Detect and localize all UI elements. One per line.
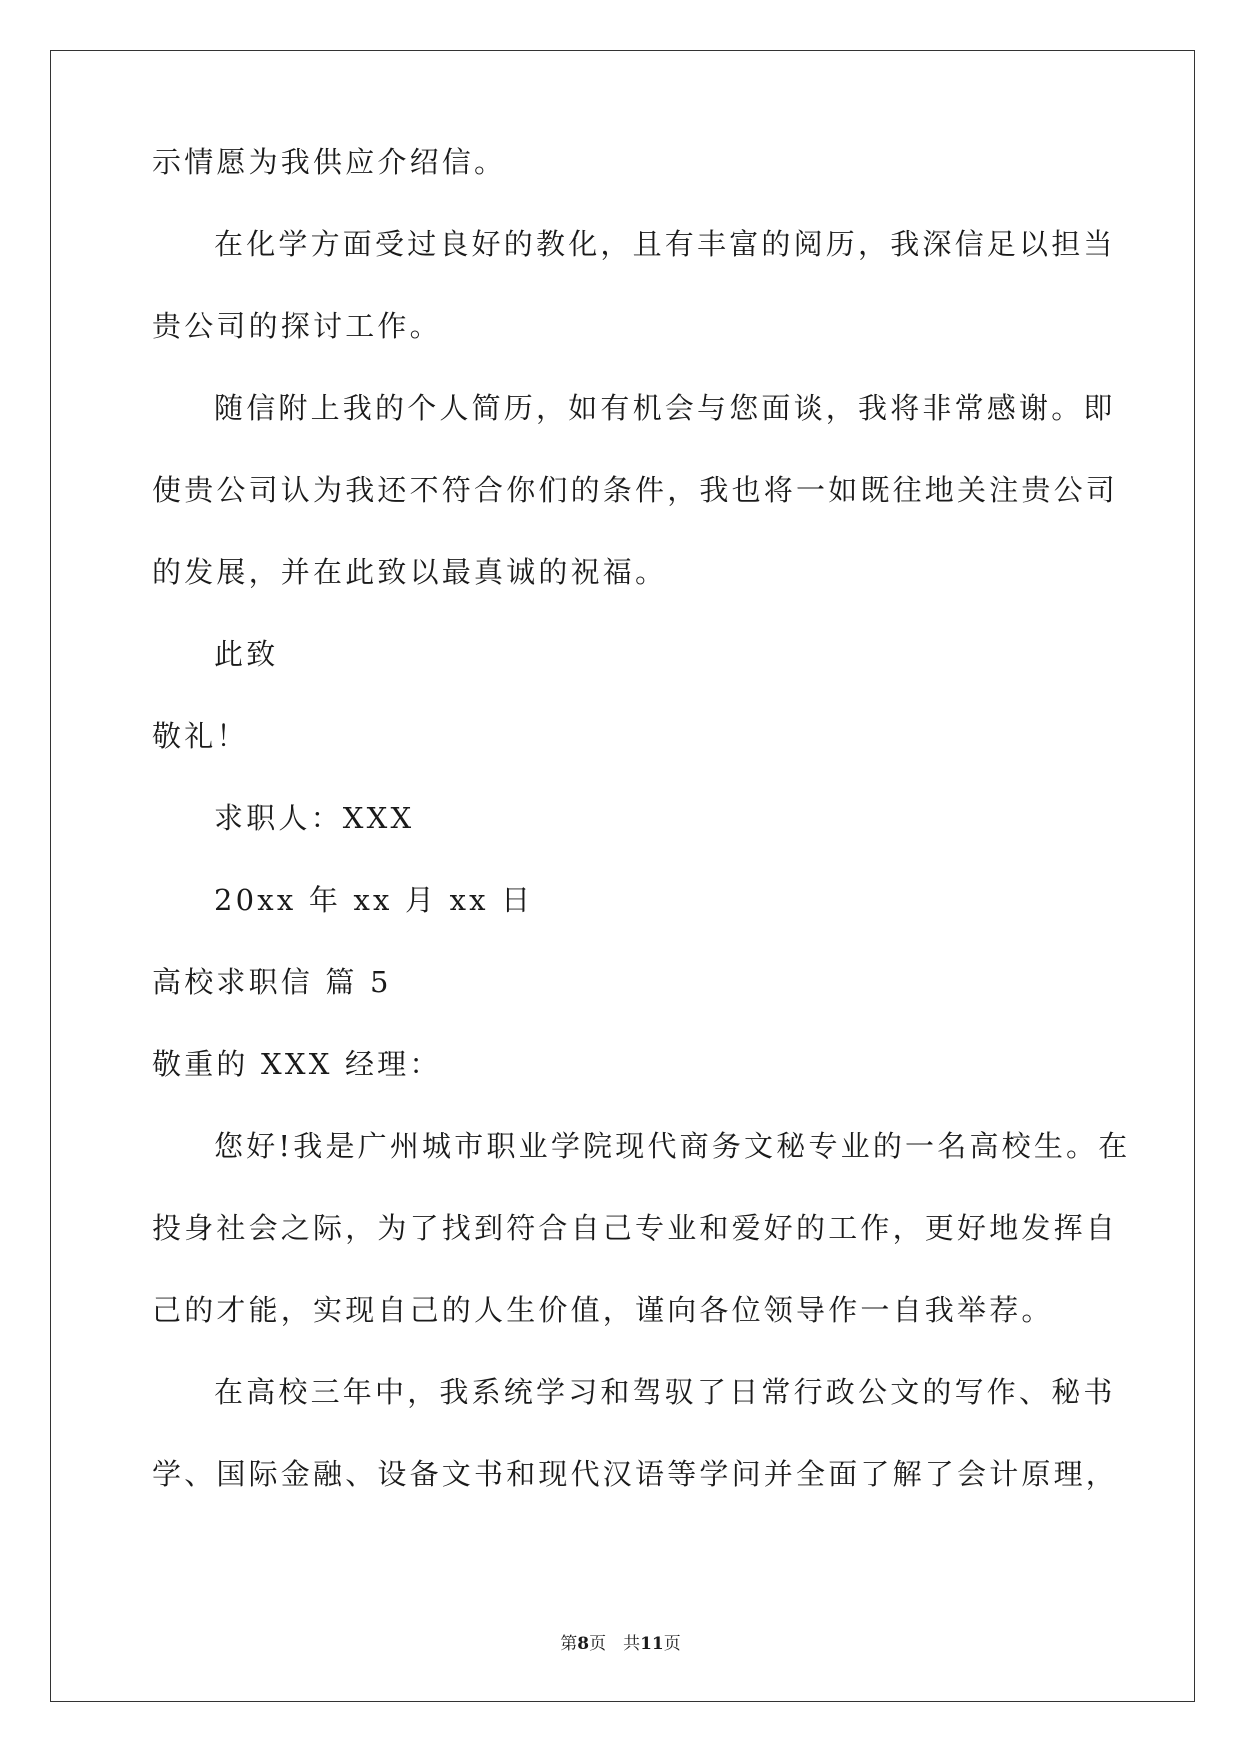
text-line: 您好!我是广州城市职业学院现代商务文秘专业的一名高校生。在 <box>214 1129 1131 1163</box>
text-line: 使贵公司认为我还不符合你们的条件，我也将一如既往地关注贵公司 <box>152 473 1119 507</box>
text-line: 在化学方面受过良好的教化，且有丰富的阅历，我深信足以担当 <box>214 227 1116 261</box>
footer-prefix: 第 <box>560 1634 578 1654</box>
section-heading: 高校求职信 篇 5 <box>152 965 392 999</box>
text-line: 投身社会之际，为了找到符合自己专业和爱好的工作，更好地发挥自 <box>152 1211 1119 1245</box>
text-line: 在高校三年中，我系统学习和驾驭了日常行政公文的写作、秘书 <box>214 1375 1116 1409</box>
closing-respect: 敬礼！ <box>152 719 249 753</box>
text-line: 示情愿为我供应介绍信。 <box>152 145 507 179</box>
text-line: 学、国际金融、设备文书和现代汉语等学问并全面了解了会计原理， <box>152 1457 1119 1491</box>
footer-middle: 页 共 <box>589 1634 641 1654</box>
page-footer <box>0 1633 1241 1655</box>
letter-date: 20xx 年 xx 月 xx 日 <box>214 883 534 917</box>
text-line: 己的才能，实现自己的人生价值，谨向各位领导作一自我举荐。 <box>152 1293 1054 1327</box>
current-page-number: 8 <box>577 1634 590 1654</box>
total-page-number: 11 <box>640 1634 664 1654</box>
text-line: 贵公司的探讨工作。 <box>152 309 442 343</box>
closing-salutation: 此致 <box>214 637 279 671</box>
footer-suffix: 页 <box>663 1634 681 1654</box>
text-line: 随信附上我的个人简历，如有机会与您面谈，我将非常感谢。即 <box>214 391 1116 425</box>
applicant-signature: 求职人：XXX <box>214 801 415 835</box>
letter-greeting: 敬重的 XXX 经理： <box>152 1047 442 1081</box>
text-line: 的发展，并在此致以最真诚的祝福。 <box>152 555 668 589</box>
